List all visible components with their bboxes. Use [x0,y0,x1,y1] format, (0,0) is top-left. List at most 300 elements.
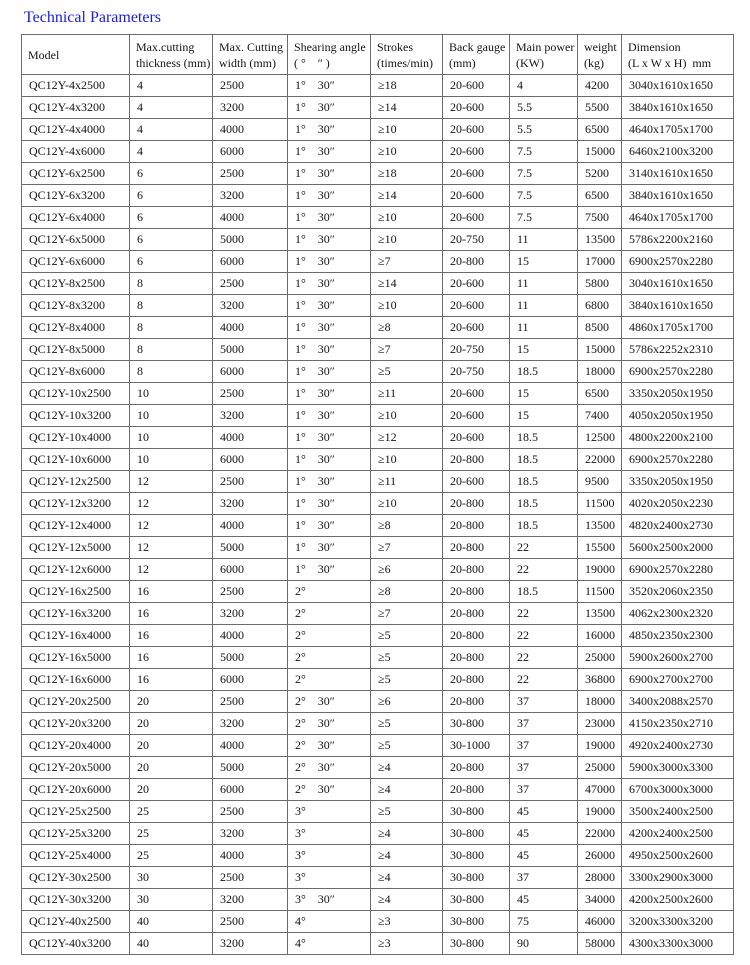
backgauge-cell: 20-600 [443,97,510,119]
model-cell: QC12Y-10x2500 [22,383,130,405]
angle-cell: 3° [288,845,371,867]
angle-cell: 1° 30″ [288,361,371,383]
dimension-cell: 3500x2400x2500 [622,801,734,823]
weight-cell: 5500 [578,97,622,119]
power-cell: 90 [510,933,578,955]
model-cell: QC12Y-10x4000 [22,427,130,449]
weight-cell: 11500 [578,493,622,515]
dimension-cell: 6900x2570x2280 [622,449,734,471]
power-cell: 45 [510,823,578,845]
thickness-cell: 8 [130,273,213,295]
dimension-cell: 3400x2088x2570 [622,691,734,713]
strokes-cell: ≥4 [371,867,443,889]
weight-cell: 13500 [578,515,622,537]
weight-cell: 34000 [578,889,622,911]
dimension-cell: 4640x1705x1700 [622,119,734,141]
thickness-cell: 8 [130,317,213,339]
angle-cell: 1° 30″ [288,75,371,97]
model-cell: QC12Y-25x4000 [22,845,130,867]
weight-cell: 19000 [578,735,622,757]
column-header: Dimension (L x W x H) mm [622,35,734,75]
backgauge-cell: 20-600 [443,207,510,229]
strokes-cell: ≥10 [371,141,443,163]
thickness-cell: 10 [130,405,213,427]
backgauge-cell: 20-800 [443,625,510,647]
strokes-cell: ≥5 [371,669,443,691]
weight-cell: 7400 [578,405,622,427]
model-cell: QC12Y-40x3200 [22,933,130,955]
thickness-cell: 8 [130,361,213,383]
table-row [22,933,734,955]
backgauge-cell: 30-800 [443,713,510,735]
model-cell: QC12Y-16x5000 [22,647,130,669]
width-cell: 5000 [213,537,288,559]
table-row [22,141,734,163]
column-header: Main power (KW) [510,35,578,75]
angle-cell: 2° [288,581,371,603]
model-cell: QC12Y-25x3200 [22,823,130,845]
column-header: Model [22,35,130,75]
weight-cell: 13500 [578,603,622,625]
dimension-cell: 5786x2252x2310 [622,339,734,361]
angle-cell: 2° 30″ [288,713,371,735]
table-row [22,735,734,757]
table-row [22,251,734,273]
model-cell: QC12Y-8x2500 [22,273,130,295]
angle-cell: 1° 30″ [288,207,371,229]
model-cell: QC12Y-16x3200 [22,603,130,625]
power-cell: 15 [510,405,578,427]
technical-parameters-table [21,34,734,955]
power-cell: 15 [510,251,578,273]
backgauge-cell: 20-800 [443,691,510,713]
angle-cell: 1° 30″ [288,229,371,251]
model-cell: QC12Y-25x2500 [22,801,130,823]
table-row [22,603,734,625]
width-cell: 3200 [213,713,288,735]
weight-cell: 17000 [578,251,622,273]
dimension-cell: 4050x2050x1950 [622,405,734,427]
width-cell: 4000 [213,515,288,537]
angle-cell: 3° 30″ [288,889,371,911]
strokes-cell: ≥14 [371,185,443,207]
table-row [22,361,734,383]
angle-cell: 2° 30″ [288,735,371,757]
dimension-cell: 4200x2500x2600 [622,889,734,911]
column-header: Max. Cutting width (mm) [213,35,288,75]
weight-cell: 6800 [578,295,622,317]
weight-cell: 47000 [578,779,622,801]
table-row [22,185,734,207]
thickness-cell: 20 [130,779,213,801]
model-cell: QC12Y-4x4000 [22,119,130,141]
model-cell: QC12Y-4x2500 [22,75,130,97]
strokes-cell: ≥5 [371,361,443,383]
power-cell: 15 [510,383,578,405]
table-row [22,405,734,427]
power-cell: 7.5 [510,141,578,163]
backgauge-cell: 30-800 [443,845,510,867]
table-row [22,493,734,515]
power-cell: 11 [510,317,578,339]
table-row [22,581,734,603]
angle-cell: 2° [288,603,371,625]
thickness-cell: 40 [130,933,213,955]
weight-cell: 28000 [578,867,622,889]
weight-cell: 25000 [578,647,622,669]
weight-cell: 19000 [578,559,622,581]
backgauge-cell: 20-800 [443,757,510,779]
weight-cell: 58000 [578,933,622,955]
power-cell: 22 [510,559,578,581]
model-cell: QC12Y-8x6000 [22,361,130,383]
table-row [22,823,734,845]
model-cell: QC12Y-4x3200 [22,97,130,119]
power-cell: 37 [510,735,578,757]
angle-cell: 1° 30″ [288,119,371,141]
width-cell: 5000 [213,647,288,669]
dimension-cell: 3350x2050x1950 [622,471,734,493]
backgauge-cell: 20-750 [443,339,510,361]
weight-cell: 6500 [578,185,622,207]
power-cell: 11 [510,273,578,295]
model-cell: QC12Y-12x5000 [22,537,130,559]
power-cell: 7.5 [510,185,578,207]
thickness-cell: 30 [130,867,213,889]
thickness-cell: 4 [130,97,213,119]
table-row [22,273,734,295]
dimension-cell: 5786x2200x2160 [622,229,734,251]
power-cell: 45 [510,889,578,911]
table-row [22,471,734,493]
model-cell: QC12Y-6x6000 [22,251,130,273]
thickness-cell: 10 [130,427,213,449]
thickness-cell: 16 [130,603,213,625]
width-cell: 4000 [213,845,288,867]
table-row [22,559,734,581]
power-cell: 22 [510,647,578,669]
backgauge-cell: 20-800 [443,603,510,625]
thickness-cell: 8 [130,339,213,361]
power-cell: 18.5 [510,515,578,537]
width-cell: 2500 [213,383,288,405]
strokes-cell: ≥7 [371,339,443,361]
power-cell: 45 [510,845,578,867]
table-row [22,779,734,801]
table-row [22,537,734,559]
angle-cell: 1° 30″ [288,427,371,449]
backgauge-cell: 20-800 [443,647,510,669]
dimension-cell: 4860x1705x1700 [622,317,734,339]
model-cell: QC12Y-12x3200 [22,493,130,515]
model-cell: QC12Y-12x2500 [22,471,130,493]
width-cell: 3200 [213,493,288,515]
model-cell: QC12Y-30x3200 [22,889,130,911]
dimension-cell: 4820x2400x2730 [622,515,734,537]
power-cell: 22 [510,669,578,691]
strokes-cell: ≥10 [371,449,443,471]
model-cell: QC12Y-12x4000 [22,515,130,537]
power-cell: 22 [510,537,578,559]
power-cell: 18.5 [510,361,578,383]
power-cell: 18.5 [510,449,578,471]
thickness-cell: 12 [130,537,213,559]
backgauge-cell: 20-600 [443,163,510,185]
table-header [22,35,734,75]
table-row [22,647,734,669]
model-cell: QC12Y-8x5000 [22,339,130,361]
strokes-cell: ≥7 [371,251,443,273]
weight-cell: 36800 [578,669,622,691]
width-cell: 5000 [213,229,288,251]
model-cell: QC12Y-12x6000 [22,559,130,581]
thickness-cell: 8 [130,295,213,317]
model-cell: QC12Y-6x4000 [22,207,130,229]
width-cell: 2500 [213,75,288,97]
power-cell: 4 [510,75,578,97]
strokes-cell: ≥5 [371,625,443,647]
weight-cell: 22000 [578,449,622,471]
power-cell: 37 [510,867,578,889]
angle-cell: 1° 30″ [288,141,371,163]
backgauge-cell: 20-600 [443,471,510,493]
backgauge-cell: 20-800 [443,493,510,515]
strokes-cell: ≥6 [371,691,443,713]
thickness-cell: 10 [130,383,213,405]
angle-cell: 2° [288,669,371,691]
thickness-cell: 12 [130,471,213,493]
dimension-cell: 6900x2570x2280 [622,361,734,383]
backgauge-cell: 20-600 [443,295,510,317]
dimension-cell: 6460x2100x3200 [622,141,734,163]
dimension-cell: 4020x2050x2230 [622,493,734,515]
angle-cell: 1° 30″ [288,339,371,361]
model-cell: QC12Y-10x3200 [22,405,130,427]
dimension-cell: 5600x2500x2000 [622,537,734,559]
power-cell: 45 [510,801,578,823]
thickness-cell: 20 [130,757,213,779]
width-cell: 3200 [213,933,288,955]
strokes-cell: ≥4 [371,845,443,867]
thickness-cell: 16 [130,625,213,647]
width-cell: 2500 [213,163,288,185]
strokes-cell: ≥10 [371,207,443,229]
model-cell: QC12Y-40x2500 [22,911,130,933]
dimension-cell: 3520x2060x2350 [622,581,734,603]
power-cell: 18.5 [510,581,578,603]
width-cell: 3200 [213,97,288,119]
weight-cell: 18000 [578,691,622,713]
dimension-cell: 4150x2350x2710 [622,713,734,735]
angle-cell: 1° 30″ [288,317,371,339]
width-cell: 4000 [213,207,288,229]
weight-cell: 22000 [578,823,622,845]
width-cell: 4000 [213,735,288,757]
width-cell: 3200 [213,405,288,427]
table-row [22,207,734,229]
width-cell: 4000 [213,625,288,647]
power-cell: 18.5 [510,427,578,449]
dimension-cell: 4850x2350x2300 [622,625,734,647]
table-row [22,889,734,911]
backgauge-cell: 30-800 [443,823,510,845]
width-cell: 2500 [213,867,288,889]
thickness-cell: 25 [130,823,213,845]
backgauge-cell: 20-600 [443,383,510,405]
width-cell: 6000 [213,779,288,801]
table-row [22,295,734,317]
dimension-cell: 6700x3000x3000 [622,779,734,801]
table-body [22,75,734,955]
table-row [22,97,734,119]
thickness-cell: 6 [130,163,213,185]
angle-cell: 1° 30″ [288,251,371,273]
table-row [22,515,734,537]
strokes-cell: ≥10 [371,493,443,515]
weight-cell: 6500 [578,119,622,141]
dimension-cell: 4920x2400x2730 [622,735,734,757]
dimension-cell: 3840x1610x1650 [622,185,734,207]
dimension-cell: 3300x2900x3000 [622,867,734,889]
angle-cell: 2° [288,625,371,647]
thickness-cell: 30 [130,889,213,911]
thickness-cell: 6 [130,207,213,229]
power-cell: 37 [510,713,578,735]
dimension-cell: 3840x1610x1650 [622,97,734,119]
thickness-cell: 16 [130,647,213,669]
backgauge-cell: 20-600 [443,317,510,339]
backgauge-cell: 20-750 [443,229,510,251]
strokes-cell: ≥7 [371,537,443,559]
weight-cell: 5200 [578,163,622,185]
thickness-cell: 4 [130,75,213,97]
width-cell: 4000 [213,427,288,449]
width-cell: 3200 [213,603,288,625]
power-cell: 5.5 [510,119,578,141]
weight-cell: 15500 [578,537,622,559]
width-cell: 6000 [213,251,288,273]
power-cell: 11 [510,229,578,251]
backgauge-cell: 30-800 [443,911,510,933]
angle-cell: 1° 30″ [288,163,371,185]
backgauge-cell: 20-800 [443,779,510,801]
angle-cell: 2° [288,647,371,669]
strokes-cell: ≥10 [371,405,443,427]
table-row [22,691,734,713]
column-header: Max.cutting thickness (mm) [130,35,213,75]
thickness-cell: 12 [130,515,213,537]
thickness-cell: 40 [130,911,213,933]
model-cell: QC12Y-20x5000 [22,757,130,779]
strokes-cell: ≥5 [371,735,443,757]
strokes-cell: ≥12 [371,427,443,449]
backgauge-cell: 20-800 [443,581,510,603]
model-cell: QC12Y-20x2500 [22,691,130,713]
table-row [22,163,734,185]
power-cell: 5.5 [510,97,578,119]
backgauge-cell: 20-600 [443,141,510,163]
angle-cell: 1° 30″ [288,405,371,427]
weight-cell: 12500 [578,427,622,449]
backgauge-cell: 20-800 [443,515,510,537]
width-cell: 4000 [213,119,288,141]
width-cell: 6000 [213,559,288,581]
power-cell: 37 [510,691,578,713]
weight-cell: 6500 [578,383,622,405]
table-row [22,801,734,823]
table-row [22,911,734,933]
strokes-cell: ≥4 [371,757,443,779]
angle-cell: 4° [288,933,371,955]
power-cell: 22 [510,625,578,647]
thickness-cell: 12 [130,493,213,515]
width-cell: 3200 [213,295,288,317]
thickness-cell: 6 [130,229,213,251]
dimension-cell: 4062x2300x2320 [622,603,734,625]
strokes-cell: ≥11 [371,471,443,493]
strokes-cell: ≥14 [371,273,443,295]
backgauge-cell: 20-600 [443,427,510,449]
thickness-cell: 6 [130,185,213,207]
thickness-cell: 6 [130,251,213,273]
width-cell: 2500 [213,911,288,933]
backgauge-cell: 20-600 [443,75,510,97]
model-cell: QC12Y-8x3200 [22,295,130,317]
strokes-cell: ≥18 [371,163,443,185]
strokes-cell: ≥4 [371,779,443,801]
strokes-cell: ≥5 [371,801,443,823]
table-row [22,383,734,405]
strokes-cell: ≥6 [371,559,443,581]
dimension-cell: 6900x2570x2280 [622,559,734,581]
backgauge-cell: 30-800 [443,867,510,889]
backgauge-cell: 30-1000 [443,735,510,757]
thickness-cell: 25 [130,801,213,823]
width-cell: 3200 [213,889,288,911]
dimension-cell: 3200x3300x3200 [622,911,734,933]
angle-cell: 1° 30″ [288,559,371,581]
strokes-cell: ≥8 [371,515,443,537]
dimension-cell: 5900x3000x3300 [622,757,734,779]
table-row [22,625,734,647]
dimension-cell: 6900x2700x2700 [622,669,734,691]
angle-cell: 1° 30″ [288,295,371,317]
width-cell: 3200 [213,185,288,207]
model-cell: QC12Y-6x3200 [22,185,130,207]
width-cell: 6000 [213,669,288,691]
angle-cell: 1° 30″ [288,537,371,559]
strokes-cell: ≥10 [371,119,443,141]
backgauge-cell: 20-750 [443,361,510,383]
strokes-cell: ≥5 [371,647,443,669]
strokes-cell: ≥3 [371,911,443,933]
dimension-cell: 3350x2050x1950 [622,383,734,405]
model-cell: QC12Y-6x5000 [22,229,130,251]
backgauge-cell: 20-800 [443,251,510,273]
table-row [22,669,734,691]
model-cell: QC12Y-6x2500 [22,163,130,185]
strokes-cell: ≥8 [371,581,443,603]
power-cell: 15 [510,339,578,361]
strokes-cell: ≥5 [371,713,443,735]
table-row [22,229,734,251]
table-row [22,757,734,779]
power-cell: 22 [510,603,578,625]
backgauge-cell: 20-600 [443,185,510,207]
weight-cell: 18000 [578,361,622,383]
strokes-cell: ≥7 [371,603,443,625]
weight-cell: 4200 [578,75,622,97]
